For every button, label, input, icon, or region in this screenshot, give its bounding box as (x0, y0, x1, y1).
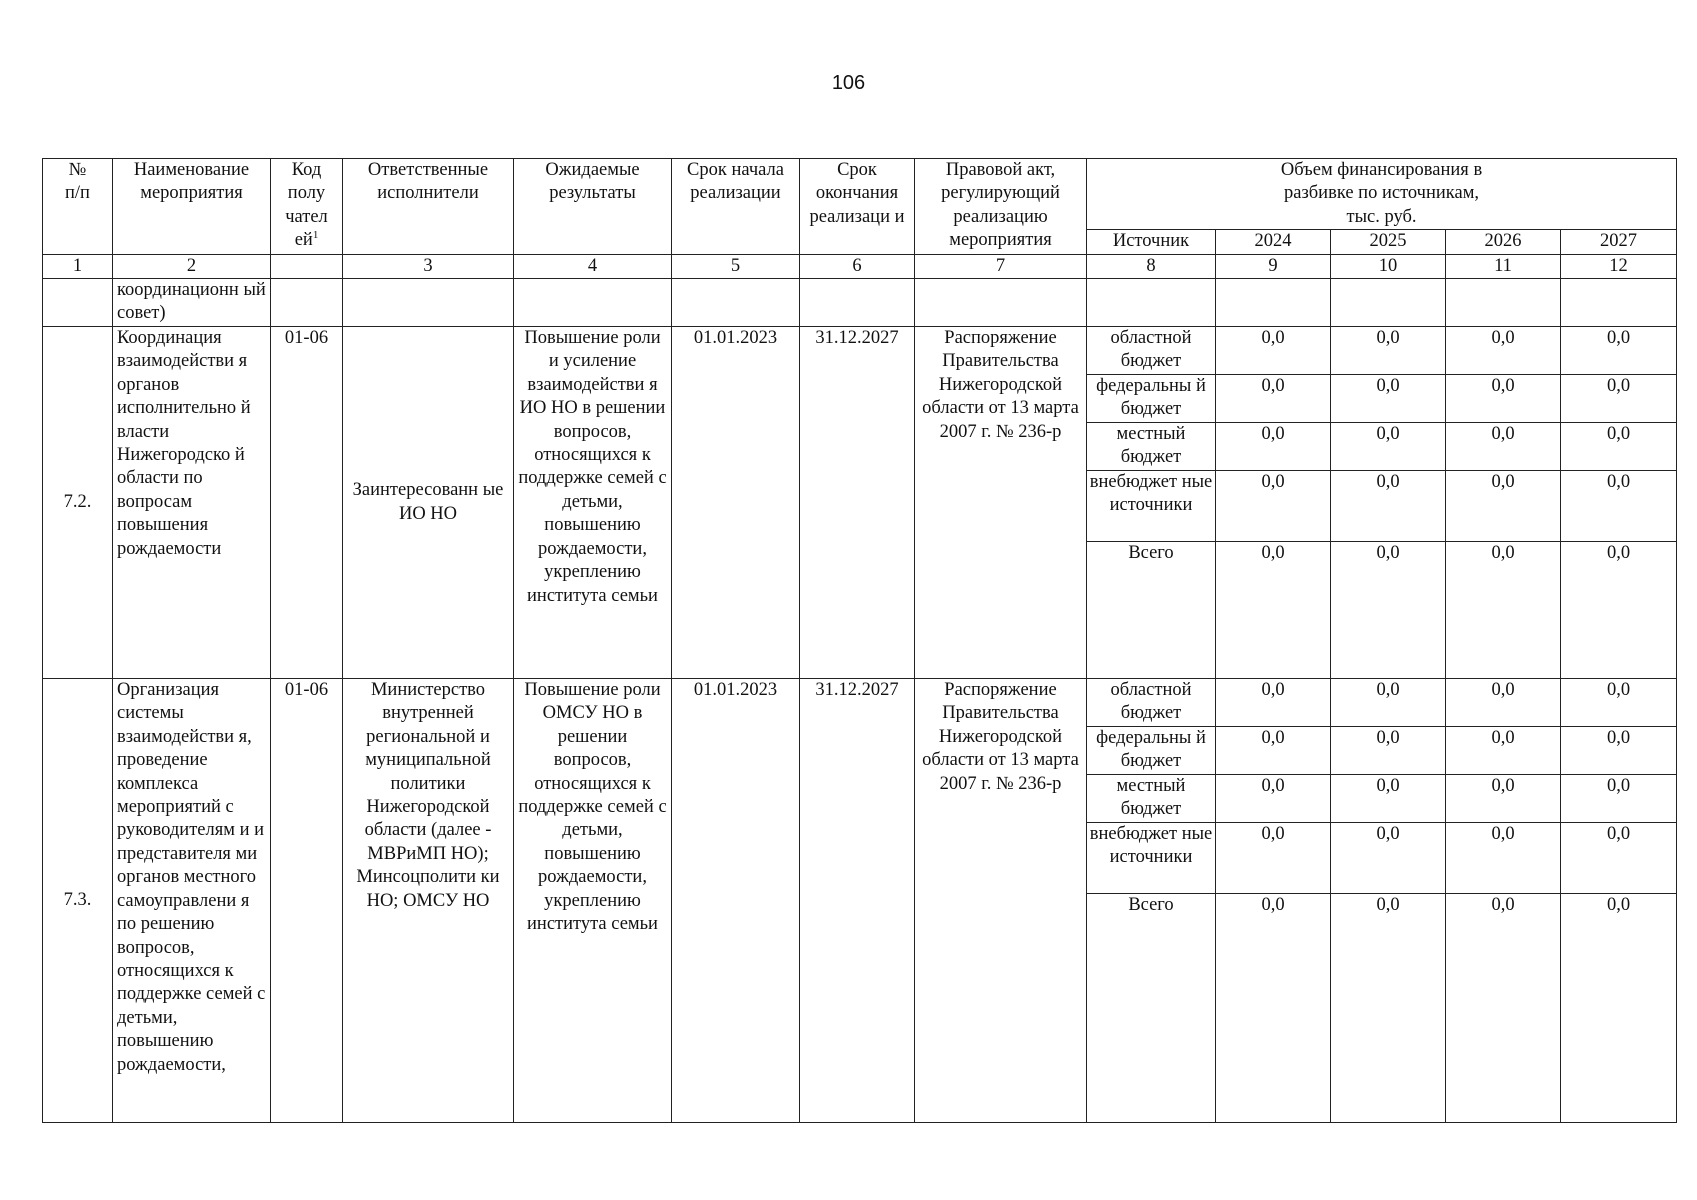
header-name: Наименование мероприятия (113, 159, 271, 255)
funding-value: 0,0 (1331, 327, 1446, 375)
header-year-2024: 2024 (1216, 230, 1331, 254)
funding-value: 0,0 (1216, 775, 1331, 823)
continuation-row (43, 279, 1677, 327)
empty-cell (43, 279, 113, 327)
funding-value: 0,0 (1331, 542, 1446, 679)
col-number (271, 254, 343, 278)
funding-value: 0,0 (1561, 727, 1677, 775)
table-row (43, 679, 1677, 727)
funding-value: 0,0 (1561, 679, 1677, 727)
empty-cell (343, 279, 514, 327)
funding-source-total: Всего (1087, 894, 1216, 1123)
funding-value: 0,0 (1561, 775, 1677, 823)
funding-value: 0,0 (1216, 327, 1331, 375)
empty-cell (271, 279, 343, 327)
funding-value: 0,0 (1446, 894, 1561, 1123)
empty-cell (1446, 279, 1561, 327)
funding-value: 0,0 (1331, 471, 1446, 542)
funding-value: 0,0 (1446, 679, 1561, 727)
col-number: 1 (43, 254, 113, 278)
funding-value: 0,0 (1331, 423, 1446, 471)
funding-value: 0,0 (1216, 823, 1331, 894)
funding-source: федеральны й бюджет (1087, 727, 1216, 775)
funding-value: 0,0 (1561, 375, 1677, 423)
funding-source: местный бюджет (1087, 775, 1216, 823)
funding-value: 0,0 (1561, 542, 1677, 679)
funding-value: 0,0 (1216, 727, 1331, 775)
header-year-2026: 2026 (1446, 230, 1561, 254)
header-code-footnote: 1 (312, 229, 319, 242)
funding-value: 0,0 (1216, 679, 1331, 727)
funding-source: внебюджет ные источники (1087, 471, 1216, 542)
header-results: Ожидаемые результаты (514, 159, 672, 255)
row-code: 01-06 (271, 679, 343, 1123)
page-number: 106 (831, 72, 866, 94)
row-end: 31.12.2027 (800, 327, 915, 679)
empty-cell (1331, 279, 1446, 327)
col-number: 4 (514, 254, 672, 278)
funding-value: 0,0 (1446, 327, 1561, 375)
col-number: 9 (1216, 254, 1331, 278)
header-exec: Ответственные исполнители (343, 159, 514, 255)
row-exec: Министерство внутренней региональной и муниципальной политики Нижегородской области (далее - МВРиМП НО); Минсоцполити ки НО; ОМСУ НО (343, 679, 514, 1123)
funding-value: 0,0 (1331, 679, 1446, 727)
funding-value: 0,0 (1446, 471, 1561, 542)
col-number: 12 (1561, 254, 1677, 278)
row-num: 7.2. (43, 327, 113, 679)
header-code-text: Код полу чател ей (285, 160, 328, 251)
row-exec: Заинтересованн ые ИО НО (343, 327, 514, 679)
header-source: Источник (1087, 230, 1216, 254)
funding-value: 0,0 (1331, 727, 1446, 775)
col-number: 8 (1087, 254, 1216, 278)
funding-value: 0,0 (1561, 823, 1677, 894)
col-number: 6 (800, 254, 915, 278)
col-number: 2 (113, 254, 271, 278)
funding-source: областной бюджет (1087, 327, 1216, 375)
col-number: 3 (343, 254, 514, 278)
header-num: № п/п (43, 159, 113, 255)
funding-value: 0,0 (1446, 775, 1561, 823)
funding-value: 0,0 (1561, 327, 1677, 375)
funding-value: 0,0 (1216, 423, 1331, 471)
col-number: 10 (1331, 254, 1446, 278)
funding-value: 0,0 (1331, 775, 1446, 823)
empty-cell (514, 279, 672, 327)
empty-cell (672, 279, 800, 327)
row-results: Повышение роли и усиление взаимодействи я ИО НО в решении вопросов, относящихся к поддержке семей с детьми, повышению рождаемости, укреплению института семьи (514, 327, 672, 679)
table-row (43, 327, 1677, 375)
funding-value: 0,0 (1331, 823, 1446, 894)
row-code: 01-06 (271, 327, 343, 679)
funding-value: 0,0 (1216, 471, 1331, 542)
funding-value: 0,0 (1216, 894, 1331, 1123)
funding-value: 0,0 (1446, 727, 1561, 775)
header-end: Срок окончания реализаци и (800, 159, 915, 255)
empty-cell (1087, 279, 1216, 327)
row-start: 01.01.2023 (672, 679, 800, 1123)
funding-value: 0,0 (1331, 894, 1446, 1123)
col-number: 5 (672, 254, 800, 278)
funding-value: 0,0 (1446, 375, 1561, 423)
funding-source: местный бюджет (1087, 423, 1216, 471)
funding-value: 0,0 (1331, 375, 1446, 423)
funding-value: 0,0 (1561, 471, 1677, 542)
funding-value: 0,0 (1216, 375, 1331, 423)
empty-cell (1216, 279, 1331, 327)
row-end: 31.12.2027 (800, 679, 915, 1123)
row-start: 01.01.2023 (672, 327, 800, 679)
empty-cell (800, 279, 915, 327)
funding-value: 0,0 (1561, 894, 1677, 1123)
funding-value: 0,0 (1216, 542, 1331, 679)
header-funding: Объем финансирования в разбивке по источникам, тыс. руб. (1087, 159, 1677, 230)
col-number: 11 (1446, 254, 1561, 278)
row-name: Координация взаимодействи я органов исполнительно й власти Нижегородско й области по вопросам повышения рождаемости (113, 327, 271, 679)
continuation-name: координационн ый совет) (113, 279, 271, 327)
funding-source: областной бюджет (1087, 679, 1216, 727)
row-act: Распоряжение Правительства Нижегородской области от 13 марта 2007 г. № 236-р (915, 679, 1087, 1123)
col-number: 7 (915, 254, 1087, 278)
funding-source: внебюджет ные источники (1087, 823, 1216, 894)
row-num: 7.3. (43, 679, 113, 1123)
row-results: Повышение роли ОМСУ НО в решении вопросов, относящихся к поддержке семей с детьми, повышению рождаемости, укреплению института семьи (514, 679, 672, 1123)
header-year-2025: 2025 (1331, 230, 1446, 254)
header-code (271, 159, 343, 255)
header-start: Срок начала реализации (672, 159, 800, 255)
activities-table (42, 158, 1677, 1123)
funding-value: 0,0 (1561, 423, 1677, 471)
header-year-2027: 2027 (1561, 230, 1677, 254)
header-act: Правовой акт, регулирующий реализацию мероприятия (915, 159, 1087, 255)
empty-cell (915, 279, 1087, 327)
column-numbers-row (43, 254, 1677, 278)
funding-source-total: Всего (1087, 542, 1216, 679)
header-row (43, 159, 1677, 230)
row-name: Организация системы взаимодействи я, проведение комплекса мероприятий с руководителям и и представителя ми органов местного самоуправлени я по решению вопросов, относящихся к поддержке семей с детьми, повышению рождаемости, (113, 679, 271, 1123)
empty-cell (1561, 279, 1677, 327)
row-act: Распоряжение Правительства Нижегородской области от 13 марта 2007 г. № 236-р (915, 327, 1087, 679)
funding-value: 0,0 (1446, 823, 1561, 894)
funding-source: федеральны й бюджет (1087, 375, 1216, 423)
funding-value: 0,0 (1446, 542, 1561, 679)
funding-value: 0,0 (1446, 423, 1561, 471)
